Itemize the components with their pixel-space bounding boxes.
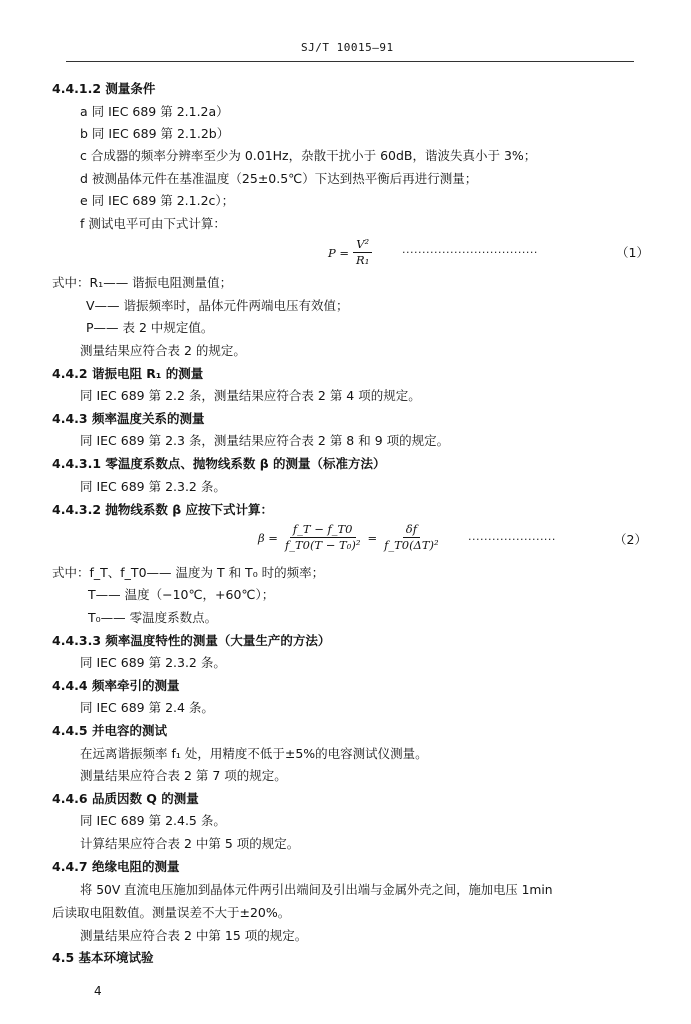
para-4-4-7-c: 测量结果应符合表 2 中第 15 项的规定。 [80, 928, 308, 943]
where-1-r1: 式中：R₁—— 谐振电阻测量值； [52, 275, 233, 290]
list-item-d: d 被测晶体元件在基准温度（25±0.5℃）下达到热平衡后再进行测量； [80, 171, 478, 186]
heading-4-4-3-2: 4.4.3.2 抛物线系数 β 应按下式计算： [52, 502, 274, 517]
heading-4-4-3: 4.4.3 频率温度关系的测量 [52, 411, 205, 426]
result-1: 测量结果应符合表 2 的规定。 [80, 343, 246, 358]
list-item-e: e 同 IEC 689 第 2.1.2c）； [80, 193, 235, 208]
formula-1-denominator: R₁ [356, 253, 370, 267]
formula-1 [328, 238, 372, 267]
formula-2 [258, 523, 442, 552]
formula-2-number: （2） [614, 532, 647, 547]
formula-2-denominator-2: f_T0(ΔT)² [384, 538, 439, 552]
heading-4-4-1-2: 4.4.1.2 测量条件 [52, 81, 156, 96]
para-4-4-6-a: 同 IEC 689 第 2.4.5 条。 [80, 813, 226, 828]
header-rule [66, 61, 634, 62]
heading-4-4-2: 4.4.2 谐振电阻 R₁ 的测量 [52, 366, 204, 381]
heading-4-4-3-3: 4.4.3.3 频率温度特性的测量（大量生产的方法） [52, 633, 331, 648]
where-2-ft: 式中：f_T、f_T0—— 温度为 T 和 T₀ 时的频率； [52, 565, 325, 580]
heading-4-4-3-1: 4.4.3.1 零温度系数点、抛物线系数 β 的测量（标准方法） [52, 456, 386, 471]
document-code: SJ/T 10015—91 [301, 41, 394, 54]
formula-1-fraction [353, 238, 372, 267]
formula-1-numerator: V² [353, 238, 372, 253]
para-4-4-5-b: 测量结果应符合表 2 第 7 项的规定。 [80, 768, 287, 783]
heading-4-4-7: 4.4.7 绝缘电阻的测量 [52, 859, 180, 874]
para-4-4-6-b: 计算结果应符合表 2 中第 5 项的规定。 [80, 836, 300, 851]
formula-2-equals: = [367, 530, 378, 545]
para-4-4-7-b: 后读取电阻数值。测量误差不大于±20%。 [52, 905, 291, 920]
heading-4-4-4: 4.4.4 频率牵引的测量 [52, 678, 180, 693]
formula-2-denominator-1: f_T0(T − T₀)² [284, 538, 361, 552]
para-4-4-2: 同 IEC 689 第 2.2 条，测量结果应符合表 2 第 4 项的规定。 [80, 388, 421, 403]
formula-1-number: （1） [616, 245, 649, 260]
where-2-t0: T₀—— 零温度系数点。 [88, 610, 218, 625]
where-2-t: T—— 温度（−10℃，+60℃）； [88, 587, 275, 602]
heading-4-4-6: 4.4.6 品质因数 Q 的测量 [52, 791, 199, 806]
heading-4-4-5: 4.4.5 并电容的测试 [52, 723, 167, 738]
formula-1-lhs: P = [328, 245, 350, 260]
para-4-4-4: 同 IEC 689 第 2.4 条。 [80, 700, 214, 715]
where-1-p: P—— 表 2 中规定值。 [86, 320, 214, 335]
para-4-4-3-3: 同 IEC 689 第 2.3.2 条。 [80, 655, 226, 670]
list-item-f: f 测试电平可由下式计算： [80, 216, 226, 231]
para-4-4-7-a: 将 50V 直流电压施加到晶体元件两引出端间及引出端与金属外壳之间，施加电压 1min [80, 883, 553, 897]
formula-2-fraction-2 [381, 523, 442, 552]
formula-1-leader: ·································· [402, 246, 538, 259]
formula-2-numerator-2: δf [403, 523, 420, 538]
heading-4-5: 4.5 基本环境试验 [52, 950, 154, 965]
list-item-b: b 同 IEC 689 第 2.1.2b） [80, 126, 230, 141]
para-4-4-3-1: 同 IEC 689 第 2.3.2 条。 [80, 479, 226, 494]
para-4-4-5-a: 在远离谐振频率 f₁ 处，用精度不低于±5%的电容测试仪测量。 [80, 746, 428, 761]
list-item-a: a 同 IEC 689 第 2.1.2a） [80, 104, 229, 119]
para-4-4-3: 同 IEC 689 第 2.3 条，测量结果应符合表 2 第 8 和 9 项的规定。 [80, 433, 450, 448]
page-number: 4 [94, 984, 102, 998]
formula-2-leader: ······················ [468, 533, 556, 546]
formula-2-fraction-1 [282, 523, 363, 552]
formula-2-lhs: β = [258, 530, 278, 545]
where-1-v: V—— 谐振频率时，晶体元件两端电压有效值； [86, 298, 349, 313]
formula-2-numerator-1: f_T − f_T0 [290, 523, 356, 538]
list-item-c: c 合成器的频率分辨率至少为 0.01Hz，杂散干扰小于 60dB，谐波失真小于 3%； [80, 148, 537, 163]
